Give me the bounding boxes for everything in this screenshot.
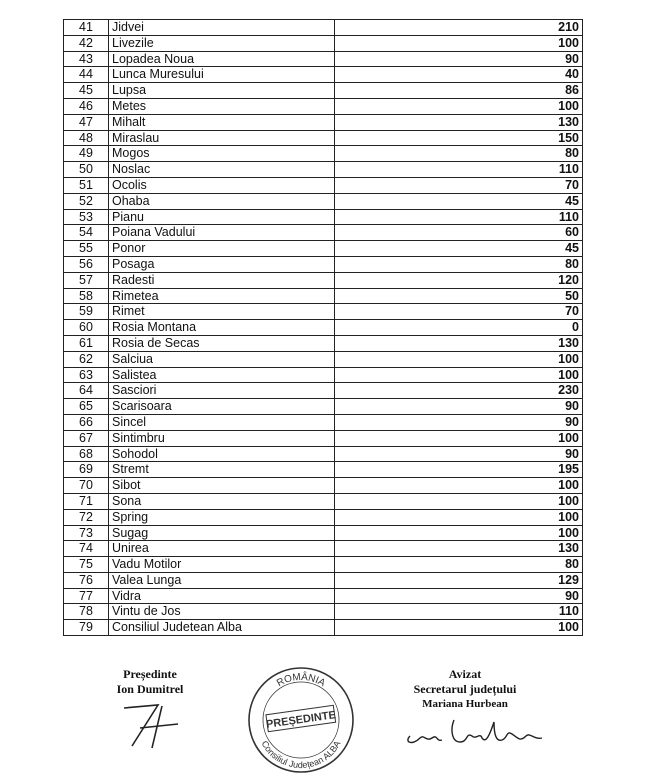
allocated-value: 86 — [335, 83, 583, 99]
locality-name: Salistea — [109, 367, 335, 383]
row-number: 44 — [64, 67, 109, 83]
locality-name: Metes — [109, 98, 335, 114]
stamp-bottom-text: Consiliul Județean ALBA — [259, 739, 343, 771]
row-number: 67 — [64, 430, 109, 446]
row-number: 78 — [64, 604, 109, 620]
row-number: 64 — [64, 383, 109, 399]
row-number: 42 — [64, 35, 109, 51]
row-number: 74 — [64, 541, 109, 557]
locality-name: Miraslau — [109, 130, 335, 146]
table-row — [64, 493, 583, 509]
table-row — [64, 367, 583, 383]
row-number: 48 — [64, 130, 109, 146]
allocated-value: 100 — [335, 493, 583, 509]
row-number: 65 — [64, 399, 109, 415]
allocated-value: 130 — [335, 541, 583, 557]
stamp-center-text: PREȘEDINTE — [265, 709, 337, 731]
allocated-value: 130 — [335, 114, 583, 130]
row-number: 76 — [64, 572, 109, 588]
row-number: 66 — [64, 414, 109, 430]
locality-name: Sintimbru — [109, 430, 335, 446]
table-row — [64, 83, 583, 99]
locality-name: Rosia Montana — [109, 320, 335, 336]
allocated-value: 50 — [335, 288, 583, 304]
allocation-table-body — [64, 20, 583, 636]
locality-name: Rosia de Secas — [109, 335, 335, 351]
table-row — [64, 446, 583, 462]
table-row — [64, 620, 583, 636]
locality-name: Lopadea Noua — [109, 51, 335, 67]
table-row — [64, 304, 583, 320]
secretary-handwritten-signature — [402, 712, 552, 748]
locality-name: Sincel — [109, 414, 335, 430]
locality-name: Sugag — [109, 525, 335, 541]
table-row — [64, 209, 583, 225]
table-row — [64, 288, 583, 304]
allocated-value: 100 — [335, 478, 583, 494]
row-number: 60 — [64, 320, 109, 336]
locality-name: Jidvei — [109, 20, 335, 36]
allocated-value: 195 — [335, 462, 583, 478]
row-number: 47 — [64, 114, 109, 130]
row-number: 72 — [64, 509, 109, 525]
table-row — [64, 399, 583, 415]
table-row — [64, 604, 583, 620]
allocated-value: 90 — [335, 51, 583, 67]
row-number: 70 — [64, 478, 109, 494]
row-number: 77 — [64, 588, 109, 604]
row-number: 53 — [64, 209, 109, 225]
locality-name: Noslac — [109, 162, 335, 178]
allocated-value: 80 — [335, 146, 583, 162]
locality-name: Lupsa — [109, 83, 335, 99]
locality-name: Sona — [109, 493, 335, 509]
table-row — [64, 225, 583, 241]
locality-name: Rimet — [109, 304, 335, 320]
row-number: 73 — [64, 525, 109, 541]
row-number: 49 — [64, 146, 109, 162]
table-row — [64, 320, 583, 336]
allocated-value: 90 — [335, 399, 583, 415]
allocated-value: 45 — [335, 193, 583, 209]
locality-name: Salciua — [109, 351, 335, 367]
locality-name: Sohodol — [109, 446, 335, 462]
allocated-value: 0 — [335, 320, 583, 336]
allocated-value: 100 — [335, 509, 583, 525]
allocated-value: 110 — [335, 162, 583, 178]
locality-name: Unirea — [109, 541, 335, 557]
allocated-value: 100 — [335, 351, 583, 367]
row-number: 46 — [64, 98, 109, 114]
row-number: 56 — [64, 256, 109, 272]
table-row — [64, 67, 583, 83]
table-row — [64, 588, 583, 604]
allocated-value: 100 — [335, 367, 583, 383]
president-name: Ion Dumitrel — [116, 682, 184, 696]
table-row — [64, 525, 583, 541]
table-row — [64, 162, 583, 178]
table-row — [64, 383, 583, 399]
table-row — [64, 462, 583, 478]
table-row — [64, 146, 583, 162]
allocated-value: 70 — [335, 177, 583, 193]
official-stamp — [243, 660, 359, 776]
locality-name: Mogos — [109, 146, 335, 162]
row-number: 52 — [64, 193, 109, 209]
table-row — [64, 35, 583, 51]
table-row — [64, 193, 583, 209]
table-row — [64, 256, 583, 272]
allocated-value: 129 — [335, 572, 583, 588]
row-number: 43 — [64, 51, 109, 67]
locality-name: Scarisoara — [109, 399, 335, 415]
table-row — [64, 20, 583, 36]
allocated-value: 110 — [335, 604, 583, 620]
locality-name: Valea Lunga — [109, 572, 335, 588]
locality-name: Pianu — [109, 209, 335, 225]
allocated-value: 80 — [335, 557, 583, 573]
row-number: 50 — [64, 162, 109, 178]
row-number: 71 — [64, 493, 109, 509]
table-row — [64, 478, 583, 494]
table-row — [64, 114, 583, 130]
allocated-value: 130 — [335, 335, 583, 351]
table-row — [64, 541, 583, 557]
svg-text:ROMÂNIA — [275, 670, 327, 689]
locality-name: Ponor — [109, 241, 335, 257]
allocated-value: 100 — [335, 35, 583, 51]
row-number: 55 — [64, 241, 109, 257]
locality-name: Sibot — [109, 478, 335, 494]
locality-name: Spring — [109, 509, 335, 525]
allocated-value: 45 — [335, 241, 583, 257]
table-row — [64, 557, 583, 573]
allocation-table — [63, 19, 583, 636]
svg-text:Consiliul Județean ALBA — [259, 739, 342, 770]
allocated-value: 90 — [335, 446, 583, 462]
row-number: 41 — [64, 20, 109, 36]
row-number: 69 — [64, 462, 109, 478]
row-number: 63 — [64, 367, 109, 383]
allocated-value: 150 — [335, 130, 583, 146]
president-handwritten-signature — [118, 700, 198, 750]
table-row — [64, 335, 583, 351]
secretary-signature-block — [395, 667, 535, 712]
table-row — [64, 272, 583, 288]
locality-name: Sasciori — [109, 383, 335, 399]
locality-name: Vidra — [109, 588, 335, 604]
stamp-top-text: ROMÂNIA — [275, 671, 327, 690]
allocated-value: 100 — [335, 430, 583, 446]
locality-name: Mihalt — [109, 114, 335, 130]
allocated-value: 90 — [335, 588, 583, 604]
locality-name: Vadu Motilor — [109, 557, 335, 573]
allocated-value: 100 — [335, 620, 583, 636]
table-row — [64, 509, 583, 525]
row-number: 54 — [64, 225, 109, 241]
locality-name: Rimetea — [109, 288, 335, 304]
row-number: 75 — [64, 557, 109, 573]
table-row — [64, 351, 583, 367]
locality-name: Poiana Vadului — [109, 225, 335, 241]
row-number: 51 — [64, 177, 109, 193]
table-row — [64, 177, 583, 193]
row-number: 62 — [64, 351, 109, 367]
table-row — [64, 51, 583, 67]
allocated-value: 100 — [335, 525, 583, 541]
allocated-value: 210 — [335, 20, 583, 36]
table-row — [64, 430, 583, 446]
table-row — [64, 414, 583, 430]
secretary-title: Avizat — [448, 667, 482, 681]
row-number: 79 — [64, 620, 109, 636]
locality-name: Posaga — [109, 256, 335, 272]
allocated-value: 90 — [335, 414, 583, 430]
allocated-value: 120 — [335, 272, 583, 288]
locality-name: Ohaba — [109, 193, 335, 209]
allocated-value: 40 — [335, 67, 583, 83]
locality-name: Livezile — [109, 35, 335, 51]
allocated-value: 70 — [335, 304, 583, 320]
president-role: Președinte — [123, 667, 177, 681]
row-number: 58 — [64, 288, 109, 304]
secretary-role: Secretarul județului — [413, 682, 517, 696]
allocated-value: 110 — [335, 209, 583, 225]
allocated-value: 60 — [335, 225, 583, 241]
allocated-value: 80 — [335, 256, 583, 272]
president-signature-block — [90, 667, 210, 697]
allocated-value: 230 — [335, 383, 583, 399]
locality-name: Consiliul Judetean Alba — [109, 620, 335, 636]
row-number: 57 — [64, 272, 109, 288]
row-number: 61 — [64, 335, 109, 351]
locality-name: Lunca Muresului — [109, 67, 335, 83]
allocated-value: 100 — [335, 98, 583, 114]
table-row — [64, 241, 583, 257]
secretary-name: Mariana Hurbean — [422, 698, 508, 710]
table-row — [64, 572, 583, 588]
row-number: 59 — [64, 304, 109, 320]
locality-name: Radesti — [109, 272, 335, 288]
row-number: 45 — [64, 83, 109, 99]
table-row — [64, 98, 583, 114]
locality-name: Stremt — [109, 462, 335, 478]
locality-name: Vintu de Jos — [109, 604, 335, 620]
table-row — [64, 130, 583, 146]
row-number: 68 — [64, 446, 109, 462]
locality-name: Ocolis — [109, 177, 335, 193]
